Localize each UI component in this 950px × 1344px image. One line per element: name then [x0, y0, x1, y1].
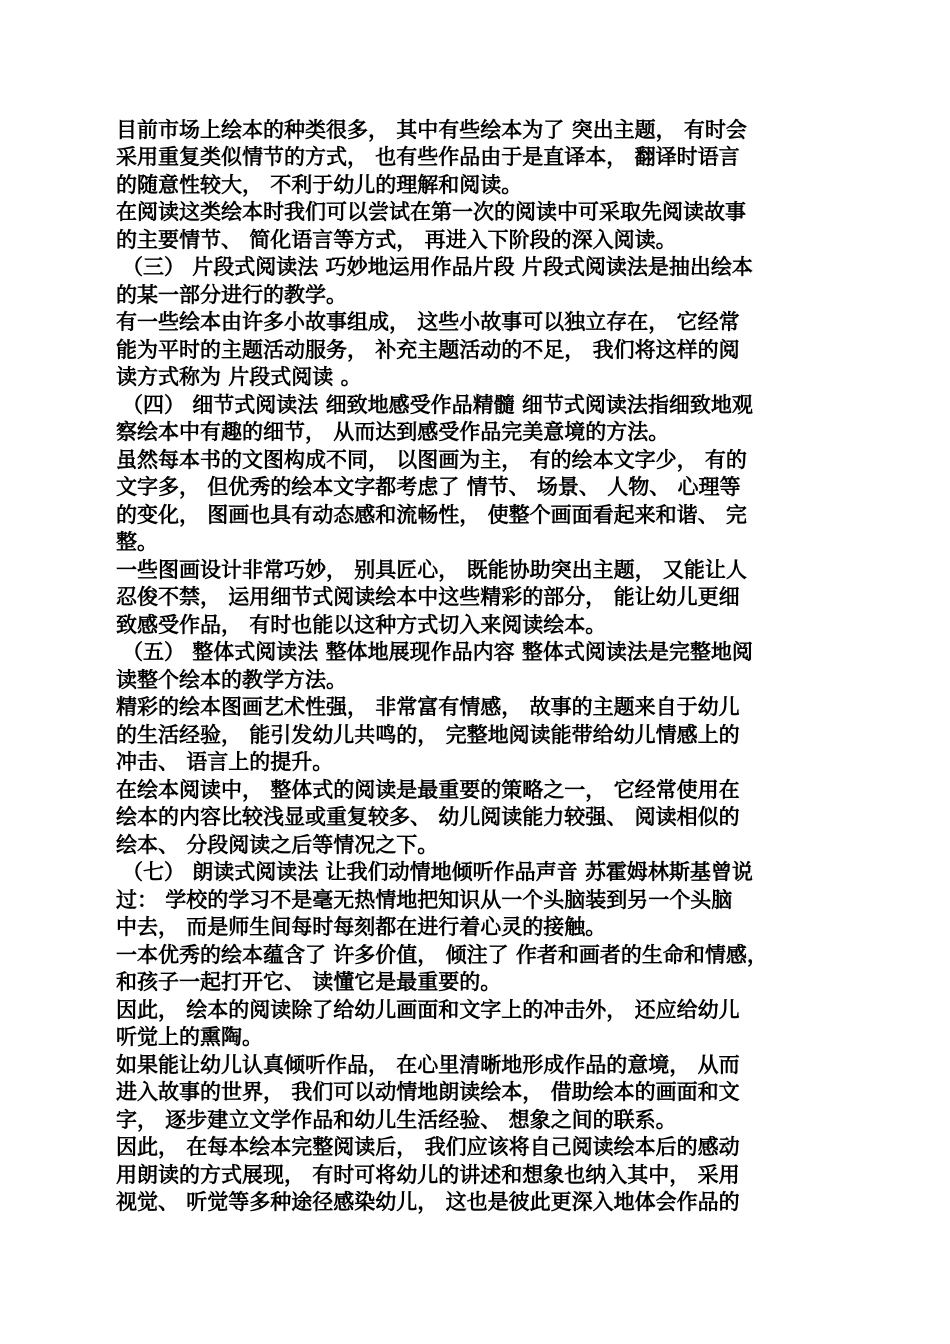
text-line: 绘本、 分段阅读之后等情况之下。: [116, 833, 439, 857]
text-line: 的随意性较大， 不利于幼儿的理解和阅读。: [116, 173, 523, 197]
text-line: 读方式称为 片段式阅读 。: [116, 365, 362, 389]
text-line: 冲击、 语言上的提升。: [116, 750, 334, 774]
text-line: 听觉上的熏陶。: [116, 1025, 263, 1049]
text-line: 进入故事的世界， 我们可以动情地朗读绘本， 借助绘本的画面和文: [116, 1080, 740, 1104]
text-line: 中去， 而是师生间每时每刻都在进行着心灵的接触。: [116, 915, 607, 939]
text-line: 在绘本阅读中， 整体式的阅读是最重要的策略之一， 它经常使用在: [116, 778, 740, 802]
text-line: 字， 逐步建立文学作品和幼儿生活经验、 想象之间的联系。: [116, 1108, 677, 1132]
text-line: 过： 学校的学习不是毫无热情地把知识从一个头脑装到另一个头脑: [116, 888, 733, 912]
text-line: 目前市场上绘本的种类很多， 其中有些绘本为了 突出主题， 有时会: [116, 118, 747, 142]
text-line: 文字多， 但优秀的绘本文字都考虑了 情节、 场景、 人物、 心理等: [116, 475, 741, 499]
text-line: 因此， 绘本的阅读除了给幼儿画面和文字上的冲击外， 还应给幼儿: [116, 998, 740, 1022]
section-heading-line: （七） 朗读式阅读法 让我们动情地倾听作品声音 苏霍姆林斯基曾说: [122, 860, 753, 884]
text-line: 的生活经验， 能引发幼儿共鸣的， 完整地阅读能带给幼儿情感上的: [116, 723, 740, 747]
text-line: 的主要情节、 简化语言等方式， 再进入下阶段的深入阅读。: [116, 228, 677, 252]
text-line: 致感受作品， 有时也能以这种方式切入来阅读绘本。: [116, 613, 607, 637]
text-line: 如果能让幼儿认真倾听作品， 在心里清晰地形成作品的意境， 从而: [116, 1053, 740, 1077]
text-line: 在阅读这类绘本时我们可以尝试在第一次的阅读中可采取先阅读故事: [116, 200, 746, 224]
section-heading-line: （五） 整体式阅读法 整体地展现作品内容 整体式阅读法是完整地阅: [122, 640, 753, 664]
document-page: [116, 117, 851, 1227]
text-line: 一些图画设计非常巧妙， 别具匠心， 既能协助突出主题， 又能让人: [116, 558, 747, 582]
text-line: 有一些绘本由许多小故事组成， 这些小故事可以独立存在， 它经常: [116, 310, 740, 334]
text-line: 忍俊不禁， 运用细节式阅读绘本中这些精彩的部分， 能让幼儿更细: [116, 585, 740, 609]
section-heading-line: （三） 片段式阅读法 巧妙地运用作品片段 片段式阅读法是抽出绘本: [122, 255, 753, 279]
text-line: 整。: [116, 530, 158, 554]
text-line: 的变化， 图画也具有动态感和流畅性， 使整个画面看起来和谐、 完: [116, 503, 747, 527]
text-line: 因此， 在每本绘本完整阅读后， 我们应该将自己阅读绘本后的感动: [116, 1135, 740, 1159]
text-line: 视觉、 听觉等多种途径感染幼儿， 这也是彼此更深入地体会作品的: [116, 1190, 740, 1214]
text-line: 绘本的内容比较浅显或重复较多、 幼儿阅读能力较强、 阅读相似的: [116, 805, 740, 829]
text-line: 采用重复类似情节的方式， 也有些作品由于是直译本， 翻译时语言: [116, 145, 740, 169]
section-heading-line: （四） 细节式阅读法 细致地感受作品精髓 细节式阅读法指细致地观: [122, 393, 753, 417]
text-line: 一本优秀的绘本蕴含了 许多价值， 倾注了 作者和画者的生命和情感，: [116, 943, 768, 967]
text-line: 精彩的绘本图画艺术性强， 非常富有情感， 故事的主题来自于幼儿: [116, 695, 740, 719]
text-line: 察绘本中有趣的细节， 从而达到感受作品完美意境的方法。: [116, 420, 670, 444]
text-line: 用朗读的方式展现， 有时可将幼儿的讲述和想象也纳入其中， 采用: [116, 1163, 740, 1187]
text-line: 和孩子一起打开它、 读懂它是最重要的。: [116, 970, 502, 994]
text-line: 虽然每本书的文图构成不同， 以图画为主， 有的绘本文字少， 有的: [116, 448, 747, 472]
text-line: 的某一部分进行的教学。: [116, 283, 347, 307]
text-line: 读整个绘本的教学方法。: [116, 668, 347, 692]
text-line: 能为平时的主题活动服务， 补充主题活动的不足， 我们将这样的阅: [116, 338, 740, 362]
